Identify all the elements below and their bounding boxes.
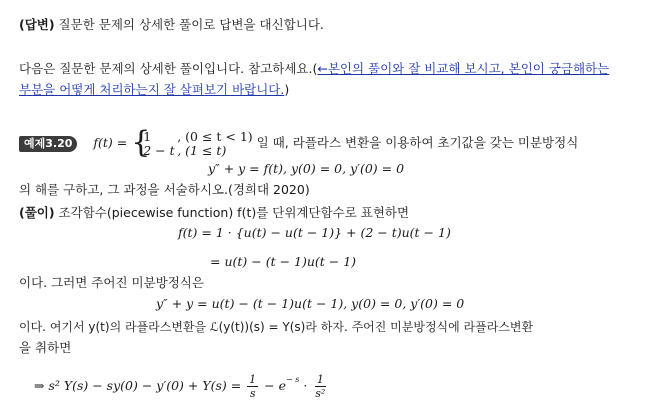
equation-3: y″ + y = u(t) − (t − 1)u(t − 1), y(0) = 0, y′(0) = 0 (156, 296, 465, 311)
solution-line-4: 을 취하면 (19, 340, 72, 355)
frac1-den: s (249, 387, 256, 400)
question-line: 의 해를 구하고, 그 과정을 서술하시오.(경희대 2020) (19, 182, 310, 197)
intro-line-1 (19, 61, 609, 77)
frac2-den: s² (315, 387, 326, 400)
ode-equation: y″ + y = f(t), y(0) = 0, y′(0) = 0 (208, 161, 405, 176)
solution-line-1 (19, 205, 409, 221)
eq4-lhs: ⇒ s² Y(s) − sy(0) − y′(0) + Y(s) = (34, 378, 246, 393)
eq4-exponent: − s (286, 375, 300, 384)
intro-line-2 (19, 82, 289, 98)
answer-header (19, 17, 324, 33)
advice-link[interactable]: ←본인의 풀이와 잘 비교해 보시고, 본인이 궁금해하는 (317, 61, 610, 76)
intro-text: 다음은 질문한 문제의 상세한 풀이입니다. 참고하세요.( (19, 61, 318, 76)
case-1-cond: , (0 ≤ t < 1) (177, 128, 253, 144)
solution-label: (풀이) (19, 205, 55, 220)
example-text: 일 때, 라플라스 변환을 이용하여 초기값을 갖는 미분방정식 (252, 135, 579, 150)
fraction-1-over-s2 (313, 374, 327, 399)
intro-close-paren: ) (284, 82, 290, 97)
frac2-num: 1 (316, 373, 324, 386)
eq4-mid: − e (260, 378, 286, 393)
case-2-expr: 2 − t (143, 142, 175, 158)
fraction-1-over-s (247, 374, 258, 399)
solution-text-1: 조각함수(piecewise function) f(t)를 단위계단함수로 표현하면 (54, 205, 410, 220)
answer-header-text: 질문한 문제의 상세한 풀이로 답변을 대신합니다. (54, 17, 324, 32)
equation-2: = u(t) − (t − 1)u(t − 1) (210, 254, 357, 269)
solution-line-2: 이다. 그러면 주어진 미분방정식은 (19, 275, 204, 290)
equation-4 (34, 365, 329, 401)
equation-1: f(t) = 1 · {u(t) − u(t − 1)} + (2 − t)u(t − 1) (178, 225, 451, 240)
piecewise-lhs: f(t) = (93, 135, 132, 150)
frac1-num: 1 (249, 373, 257, 386)
eq4-dot: · (299, 378, 312, 393)
case-2-cond: , (1 ≤ t) (177, 142, 227, 158)
piecewise-cases (131, 130, 252, 158)
case-1-expr: 1 (143, 128, 152, 144)
answer-label: (답변) (19, 17, 55, 32)
example-statement (19, 128, 578, 158)
solution-line-3: 이다. 여기서 y(t)의 라플라스변환을 ℒ(y(t))(s) = Y(s)라 하자. 주어진 미분방정식에 라플라스변환 (19, 320, 534, 334)
example-badge: 예제3.20 (19, 136, 77, 152)
advice-link-continued[interactable]: 부분을 어떻게 처리하는지 잘 살펴보기 바랍니다. (19, 82, 285, 97)
